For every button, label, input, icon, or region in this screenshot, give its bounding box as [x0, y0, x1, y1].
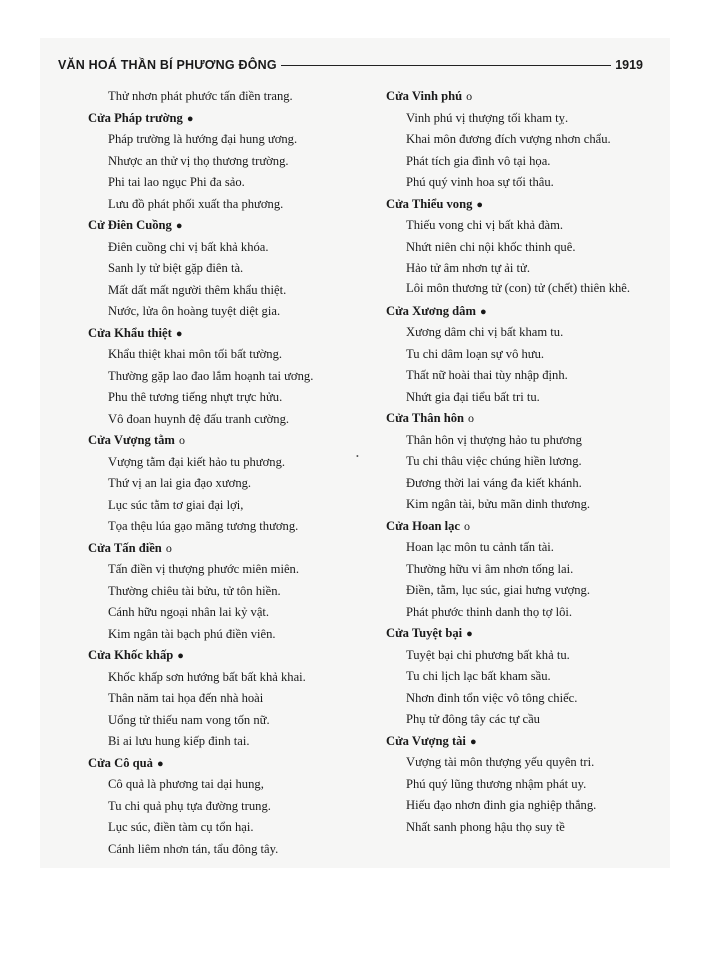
verse-line: Lôi môn thương tử (con) tử (chết) thiên khê.: [406, 280, 631, 295]
verse-line: Đương thời lai váng đa kiết khánh.: [406, 475, 582, 490]
section-title: Cửa Khẩu thiệt: [88, 325, 172, 340]
section-title: Cửa Khốc khấp: [88, 648, 174, 662]
poem-section: [386, 516, 648, 624]
section-title: Cửa Vượng tài: [386, 733, 466, 748]
verse-line: Vượng tài môn thượng yếu quyên tri.: [406, 755, 595, 769]
page-number: 1919: [615, 58, 643, 72]
intro-line: Thử nhơn phát phước tấn điền trang.: [108, 89, 293, 103]
verse-line: Khốc khấp sơn hướng bất bất khả khai.: [108, 669, 306, 684]
poem-section: [386, 86, 648, 194]
poem-section: [386, 623, 648, 731]
verse-line: Sanh ly tử biệt gặp điên tà.: [108, 261, 244, 275]
verse-line: Hiếu đạo nhơn đinh gia nghiệp thắng.: [406, 798, 597, 812]
section-heading: [88, 108, 358, 130]
verse-line: Uổng tử thiếu nam vong tốn nữ.: [108, 712, 270, 727]
verse-line: Tấn điền vị thượng phước miên miên.: [108, 562, 300, 576]
verse-line: Nước, lửa ôn hoàng tuyệt diệt gia.: [108, 304, 281, 318]
verse-line: Bi ai lưu hung kiếp đinh tai.: [108, 734, 250, 748]
poem-section: [88, 538, 358, 646]
verse-line: Lưu đồ phát phối xuất tha phương.: [108, 196, 284, 211]
section-heading: [386, 408, 648, 430]
verse-line: Phụ tử đông tây các tự cầu: [406, 712, 540, 726]
section-title: Cửa Xương dâm: [386, 303, 476, 318]
section-heading: [88, 645, 358, 667]
verse-line: Điên cuồng chi vị bất khả khóa.: [108, 239, 269, 254]
verse-line: Thất nữ hoài thai tùy nhập định.: [406, 368, 568, 382]
verse-line: Tu chi dâm loạn sự vô hưu.: [406, 346, 545, 361]
poem-section: [88, 645, 358, 753]
poem-section: [88, 323, 358, 431]
verse-line: Phu thê tương tiếng nhựt trực hửu.: [108, 390, 283, 404]
hollow-circle-icon: o: [464, 518, 471, 533]
poem-section: [386, 731, 648, 839]
verse-line: Nhất sanh phong hậu thọ suy tề: [406, 819, 565, 834]
filled-circle-icon: ●: [175, 220, 183, 232]
verse-line: Lục súc tằm tơ giai đại lợi,: [108, 497, 244, 512]
stray-dot: •: [356, 452, 359, 461]
verse-line: Thứ vị an lai gia đạo xương.: [108, 476, 252, 490]
running-header: [58, 56, 643, 74]
filled-circle-icon: ●: [177, 650, 184, 662]
section-heading: [386, 731, 648, 753]
section-heading: [386, 623, 648, 645]
book-title: VĂN HOÁ THẦN BÍ PHƯƠNG ĐÔNG: [58, 58, 277, 72]
verse-line: Xương dâm chi vị bất kham tu.: [406, 325, 564, 339]
hollow-circle-icon: o: [466, 89, 473, 103]
hollow-circle-icon: o: [178, 433, 185, 447]
verse-line: Vô đoan huynh đệ đấu tranh cường.: [108, 411, 290, 426]
section-title: Cửa Pháp trường: [88, 110, 183, 125]
verse-line: Thiếu vong chi vị bất khả đàm.: [406, 218, 564, 232]
filled-circle-icon: ●: [156, 757, 164, 770]
section-title: Cửa Hoan lạc: [386, 518, 461, 533]
section-heading: [88, 538, 358, 560]
verse-line: Khẩu thiệt khai môn tối bất tường.: [108, 347, 283, 361]
verse-line: Thường chiêu tài bửu, tử tôn hiền.: [108, 583, 281, 598]
section-title: Cửa Cô quả: [88, 755, 153, 770]
verse-line: Cô quả là phương tai dại hung,: [108, 777, 264, 791]
verse-line: Cánh hữu ngoại nhân lai kỷ vật.: [108, 605, 270, 619]
verse-line: Tu chi quả phụ tựa đường trung.: [108, 798, 271, 813]
verse-line: Tu chi lịch lạc bất kham sầu.: [406, 669, 551, 683]
filled-circle-icon: ●: [476, 198, 484, 211]
filled-circle-icon: ●: [175, 327, 183, 340]
section-heading: [88, 215, 358, 237]
verse-line: Phát tích gia đình vô tại họa.: [406, 153, 551, 168]
section-heading: [386, 194, 648, 216]
verse-line: Vinh phú vị thượng tối kham tỵ.: [406, 110, 569, 125]
section-heading: [88, 323, 358, 345]
verse-line: Phú quý lũng thương nhậm phát uy.: [406, 776, 587, 791]
verse-line: Phi tai lao ngục Phi đa sảo.: [108, 175, 245, 189]
verse-line: Vượng tằm đại kiết hảo tu phương.: [108, 454, 286, 469]
poem-section: [88, 108, 358, 216]
verse-line: Điền, tằm, lục súc, giai hưng vượng.: [406, 583, 590, 597]
verse-line: Thường gặp lao đao lắm hoạnh tai ương.: [108, 368, 314, 383]
verse-line: Cánh liêm nhơn tán, tẩu đông tây.: [108, 841, 279, 856]
verse-line: Hoan lạc môn tu cảnh tấn tài.: [406, 540, 554, 554]
section-heading: [88, 753, 358, 775]
hollow-circle-icon: o: [468, 411, 475, 425]
filled-circle-icon: ●: [186, 112, 194, 125]
section-title: Cửa Tuyệt bại: [386, 626, 463, 640]
verse-line: Lục súc, điền tàm cụ tổn hại.: [108, 820, 254, 834]
verse-line: Nhơn đinh tổn việc vô tông chiếc.: [406, 690, 578, 705]
poem-section: [88, 753, 358, 861]
filled-circle-icon: ●: [479, 305, 487, 318]
section-heading: [386, 516, 648, 538]
verse-line: Thân năm tai họa đến nhà hoài: [108, 691, 264, 705]
left-column: [88, 86, 358, 860]
poem-section: [88, 215, 358, 323]
verse-line: Tọa thệu lúa gạo mãng tương thương.: [108, 519, 299, 533]
poem-section: [386, 194, 648, 297]
verse-line: Nhứt gia đại tiểu bất tri tu.: [406, 389, 540, 404]
right-column: [386, 86, 648, 838]
verse-line: Kim ngân tài bạch phú điền viên.: [108, 626, 276, 641]
filled-circle-icon: ●: [469, 735, 477, 748]
section-title: Cửa Vượng tằm: [88, 433, 175, 447]
hollow-circle-icon: o: [165, 540, 172, 555]
section-heading: [88, 430, 358, 452]
section-title: Cửa Vinh phú: [386, 89, 463, 103]
verse-line: Phát phước thinh danh thọ tợ lôi.: [406, 604, 573, 619]
poem-section: [386, 301, 648, 409]
section-heading: [386, 301, 648, 323]
poem-section: [386, 408, 648, 516]
poem-section: [88, 430, 358, 538]
verse-line: Mất dất mất người thêm khẩu thiệt.: [108, 282, 287, 297]
verse-line: Nhứt niên chi nội khốc thinh quê.: [406, 239, 576, 254]
verse-line: Thường hữu vi âm nhơn tống lai.: [406, 561, 574, 576]
filled-circle-icon: ●: [466, 628, 473, 640]
section-title: Cửa Thiểu vong: [386, 196, 473, 211]
section-title: Cử Điên Cuồng: [88, 218, 172, 232]
section-title: Cửa Tấn điền: [88, 540, 162, 555]
verse-line: Hảo tử âm nhơn tự ải tử.: [406, 261, 531, 275]
verse-line: Pháp trường là hướng đại hung ương.: [108, 132, 298, 146]
verse-line: Thân hôn vị thượng hảo tu phương: [406, 432, 582, 447]
section-heading: [386, 86, 648, 108]
header-rule: [281, 65, 611, 66]
verse-line: Khai môn đương đích vượng nhơn chẩu.: [406, 132, 611, 146]
section-title: Cửa Thân hôn: [386, 411, 465, 425]
verse-line: Kim ngân tài, bửu mãn dinh thương.: [406, 497, 591, 511]
verse-line: Tuyệt bại chi phương bất khả tu.: [406, 647, 570, 662]
verse-line: Phú quý vinh hoa sự tối thâu.: [406, 175, 554, 189]
verse-line: Nhược an thử vị thọ thương trường.: [108, 153, 289, 168]
verse-line: Tu chi thâu việc chúng hiền lương.: [406, 454, 582, 468]
